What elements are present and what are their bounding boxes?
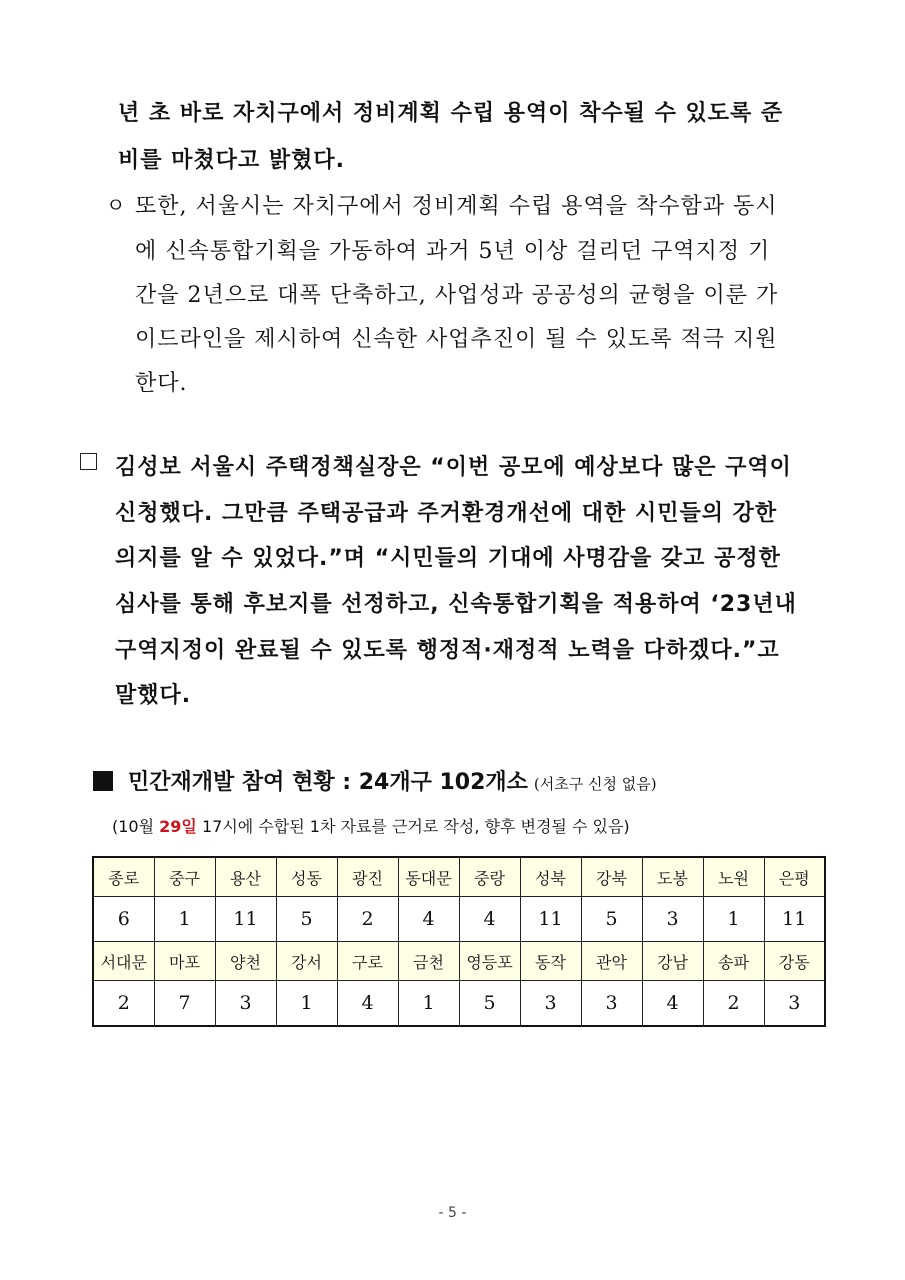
district-header: 은평 xyxy=(764,857,825,897)
district-count: 1 xyxy=(154,897,215,942)
paragraph1-line2: 비를 마쳤다고 밝혔다. xyxy=(118,148,345,173)
district-count: 5 xyxy=(459,981,520,1027)
district-header: 금천 xyxy=(398,942,459,981)
section-note: (서초구 신청 없음) xyxy=(533,775,657,793)
district-count: 5 xyxy=(276,897,337,942)
district-count: 7 xyxy=(154,981,215,1027)
district-header: 마포 xyxy=(154,942,215,981)
district-count: 4 xyxy=(642,981,703,1027)
paragraph3-line6: 말했다. xyxy=(115,683,192,708)
district-count: 4 xyxy=(398,897,459,942)
checkbox-bullet-icon xyxy=(80,453,97,470)
district-count: 3 xyxy=(764,981,825,1027)
district-header: 영등포 xyxy=(459,942,520,981)
district-count-table xyxy=(92,856,826,1027)
district-header: 송파 xyxy=(703,942,764,981)
district-header: 동작 xyxy=(520,942,581,981)
district-count: 4 xyxy=(459,897,520,942)
district-header: 강동 xyxy=(764,942,825,981)
table-row-header-2 xyxy=(93,942,825,981)
paragraph3-line3: 의지를 알 수 있었다.”며 “시민들의 기대에 사명감을 갖고 공정한 xyxy=(115,546,781,571)
district-count: 3 xyxy=(520,981,581,1027)
paragraph2-line3: 간을 2년으로 대폭 단축하고, 사업성과 공공성의 균형을 이룬 가 xyxy=(135,283,779,308)
district-header: 용산 xyxy=(215,857,276,897)
paragraph3-line1: 김성보 서울시 주택정책실장은 “이번 공모에 예상보다 많은 구역이 xyxy=(115,455,792,480)
district-count: 1 xyxy=(398,981,459,1027)
paragraph2-line4: 이드라인을 제시하여 신속한 사업추진이 될 수 있도록 적극 지원 xyxy=(135,327,778,352)
district-count: 3 xyxy=(581,981,642,1027)
district-header: 종로 xyxy=(93,857,154,897)
paragraph3-line2: 신청했다. 그만큼 주택공급과 주거환경개선에 대한 시민들의 강한 xyxy=(115,501,778,526)
subnote-date-highlight: 29일 xyxy=(159,817,197,836)
paragraph1-line1: 년 초 바로 자치구에서 정비계획 수립 용역이 착수될 수 있도록 준 xyxy=(118,101,784,126)
subnote-suffix: 17시에 수합된 1차 자료를 근거로 작성, 향후 변경될 수 있음) xyxy=(196,817,630,836)
district-count: 2 xyxy=(703,981,764,1027)
section-title xyxy=(128,765,657,796)
district-header: 노원 xyxy=(703,857,764,897)
district-header: 동대문 xyxy=(398,857,459,897)
district-header: 양천 xyxy=(215,942,276,981)
district-header: 광진 xyxy=(337,857,398,897)
paragraph3-line4: 심사를 통해 후보지를 선정하고, 신속통합기획을 적용하여 ‘23년내 xyxy=(115,592,797,617)
bullet-circle: ㅇ xyxy=(106,193,126,217)
district-count: 11 xyxy=(215,897,276,942)
district-header: 강남 xyxy=(642,942,703,981)
table-row-values-2 xyxy=(93,981,825,1027)
paragraph3-line5: 구역지정이 완료될 수 있도록 행정적·재정적 노력을 다하겠다.”고 xyxy=(115,638,780,663)
district-header: 서대문 xyxy=(93,942,154,981)
table-row-values-1 xyxy=(93,897,825,942)
paragraph2-line2: 에 신속통합기획을 가동하여 과거 5년 이상 걸리던 구역지정 기 xyxy=(135,239,771,264)
district-header: 성동 xyxy=(276,857,337,897)
district-count: 3 xyxy=(642,897,703,942)
district-count: 2 xyxy=(337,897,398,942)
district-count: 1 xyxy=(276,981,337,1027)
district-count: 11 xyxy=(764,897,825,942)
district-count: 6 xyxy=(93,897,154,942)
district-count: 1 xyxy=(703,897,764,942)
square-bullet-icon xyxy=(93,771,113,791)
section-title-text: 민간재개발 참여 현황 : 24개구 102개소 xyxy=(128,770,528,795)
district-header: 구로 xyxy=(337,942,398,981)
district-count: 2 xyxy=(93,981,154,1027)
table-row-header-1 xyxy=(93,857,825,897)
district-count: 11 xyxy=(520,897,581,942)
district-header: 성북 xyxy=(520,857,581,897)
district-header: 강서 xyxy=(276,942,337,981)
district-header: 강북 xyxy=(581,857,642,897)
subnote-prefix: (10월 xyxy=(112,817,160,836)
district-count: 4 xyxy=(337,981,398,1027)
page-number: - 5 - xyxy=(438,1205,467,1221)
district-header: 중구 xyxy=(154,857,215,897)
district-header: 중랑 xyxy=(459,857,520,897)
paragraph2-line1: 또한, 서울시는 자치구에서 정비계획 수립 용역을 착수함과 동시 xyxy=(135,194,778,219)
district-header: 관악 xyxy=(581,942,642,981)
district-count: 3 xyxy=(215,981,276,1027)
district-header: 도봉 xyxy=(642,857,703,897)
paragraph2-line5: 한다. xyxy=(135,371,188,396)
district-count: 5 xyxy=(581,897,642,942)
section-subnote xyxy=(112,814,630,837)
